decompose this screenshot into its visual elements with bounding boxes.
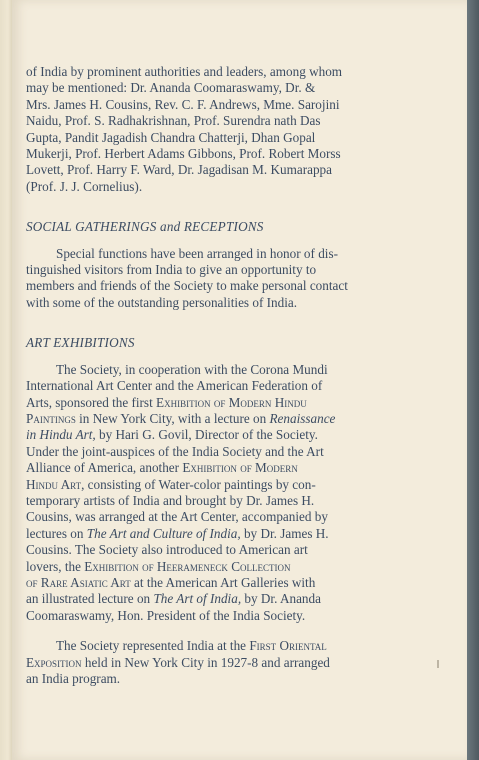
- scan-background-edge: [467, 0, 479, 760]
- text-line: Mrs. James H. Cousins, Rev. C. F. Andrews, Mme. Sarojini: [26, 96, 340, 112]
- small-caps-run: Exhibition of Modern: [182, 460, 298, 476]
- text-run: consisting of Water-color paintings by con-: [84, 476, 316, 492]
- text-line: [26, 477, 404, 493]
- italic-run: in Hindu Art,: [26, 427, 96, 443]
- art-paragraph-2: [26, 638, 404, 687]
- text-line: members and friends of the Society to make personal contact: [26, 278, 348, 294]
- text-run: The Society represented India at the: [56, 638, 250, 654]
- italic-run: Renaissance: [269, 410, 336, 426]
- text-line: Cousins. The Society also introduced to American art: [26, 542, 308, 558]
- small-caps-run: Paintings: [26, 410, 76, 426]
- text-line: The Society, in cooperation with the Corona Mundi: [56, 361, 328, 377]
- art-paragraph-1: [26, 362, 404, 625]
- text-run: Arts, sponsored the first: [26, 394, 157, 410]
- text-line: Lovett, Prof. Harry F. Ward, Dr. Jagadisan M. Kumarappa: [26, 162, 333, 178]
- small-caps-run: Hindu Art,: [26, 476, 85, 492]
- text-run: at the American Art Galleries with: [130, 574, 316, 590]
- small-caps-run: First Oriental: [249, 638, 327, 654]
- text-line: [26, 591, 404, 607]
- italic-run: The Art and Culture of India,: [86, 525, 241, 541]
- text-line: [26, 526, 404, 542]
- heading-text: and: [160, 219, 181, 235]
- section-heading-social: [26, 219, 404, 235]
- text-run: in New York City, with a lecture on: [75, 410, 270, 426]
- book-page: [12, 0, 467, 760]
- text-line: [26, 559, 404, 575]
- text-line: an India program.: [26, 671, 121, 686]
- italic-run: The Art of India,: [153, 591, 242, 607]
- text-run: held in New York City in 1927-8 and arranged: [81, 654, 330, 670]
- text-run: lovers, the: [26, 558, 85, 574]
- text-line: International Art Center and the American Federation of: [26, 378, 323, 394]
- text-line: Special functions have been arranged in honor of dis-: [56, 245, 338, 261]
- text-line: [26, 655, 404, 671]
- text-line: Cousins, was arranged at the Art Center, accompanied by: [26, 509, 328, 525]
- text-run: Alliance of America, another: [26, 460, 183, 476]
- text-line: [26, 638, 404, 654]
- text-line: [26, 427, 404, 443]
- text-line: [26, 395, 404, 411]
- section-heading-art: ART EXHIBITIONS: [26, 335, 135, 351]
- paper-speck: [437, 660, 439, 668]
- text-line: of India by prominent authorities and leaders, among whom: [26, 64, 343, 79]
- text-run: an illustrated lecture on: [26, 591, 154, 607]
- heading-text: RECEPTIONS: [183, 219, 264, 235]
- text-line: temporary artists of India and brought by Dr. James H.: [26, 492, 315, 508]
- small-caps-run: Exposition: [26, 654, 82, 670]
- text-line: Naidu, Prof. S. Radhakrishnan, Prof. Surendra nath Das: [26, 113, 321, 129]
- text-line: tinguished visitors from India to give an opportunity to: [26, 262, 317, 278]
- text-run: lectures on: [26, 525, 87, 541]
- intro-paragraph: [26, 64, 404, 195]
- social-paragraph: [26, 246, 404, 312]
- text-run: by Dr. Ananda: [241, 591, 321, 607]
- text-line: Under the joint-auspices of the India Society and the Art: [26, 443, 324, 459]
- text-line: [26, 460, 404, 476]
- page-text: [26, 64, 404, 687]
- small-caps-run: of Rare Asiatic Art: [26, 574, 131, 590]
- text-line: [26, 411, 404, 427]
- text-line: may be mentioned: Dr. Ananda Coomaraswamy, Dr. &: [26, 80, 316, 96]
- text-line: Coomaraswamy, Hon. President of the India Society.: [26, 607, 306, 623]
- small-caps-run: Exhibition of Heerameneck Collection: [84, 558, 291, 574]
- text-line: Mukerji, Prof. Herbert Adams Gibbons, Prof. Robert Morss: [26, 146, 341, 162]
- text-run: by Hari G. Govil, Director of the Society.: [95, 427, 318, 443]
- paragraph-gap: [26, 624, 404, 638]
- heading-text: SOCIAL GATHERINGS: [26, 219, 157, 235]
- text-run: by Dr. James H.: [240, 525, 329, 541]
- text-line: [26, 575, 404, 591]
- text-line: (Prof. J. J. Cornelius).: [26, 178, 143, 194]
- text-line: with some of the outstanding personalities of India.: [26, 294, 298, 310]
- small-caps-run: Exhibition of Modern Hindu: [156, 394, 307, 410]
- text-line: Gupta, Pandit Jagadish Chandra Chatterji, Dhan Gopal: [26, 129, 316, 145]
